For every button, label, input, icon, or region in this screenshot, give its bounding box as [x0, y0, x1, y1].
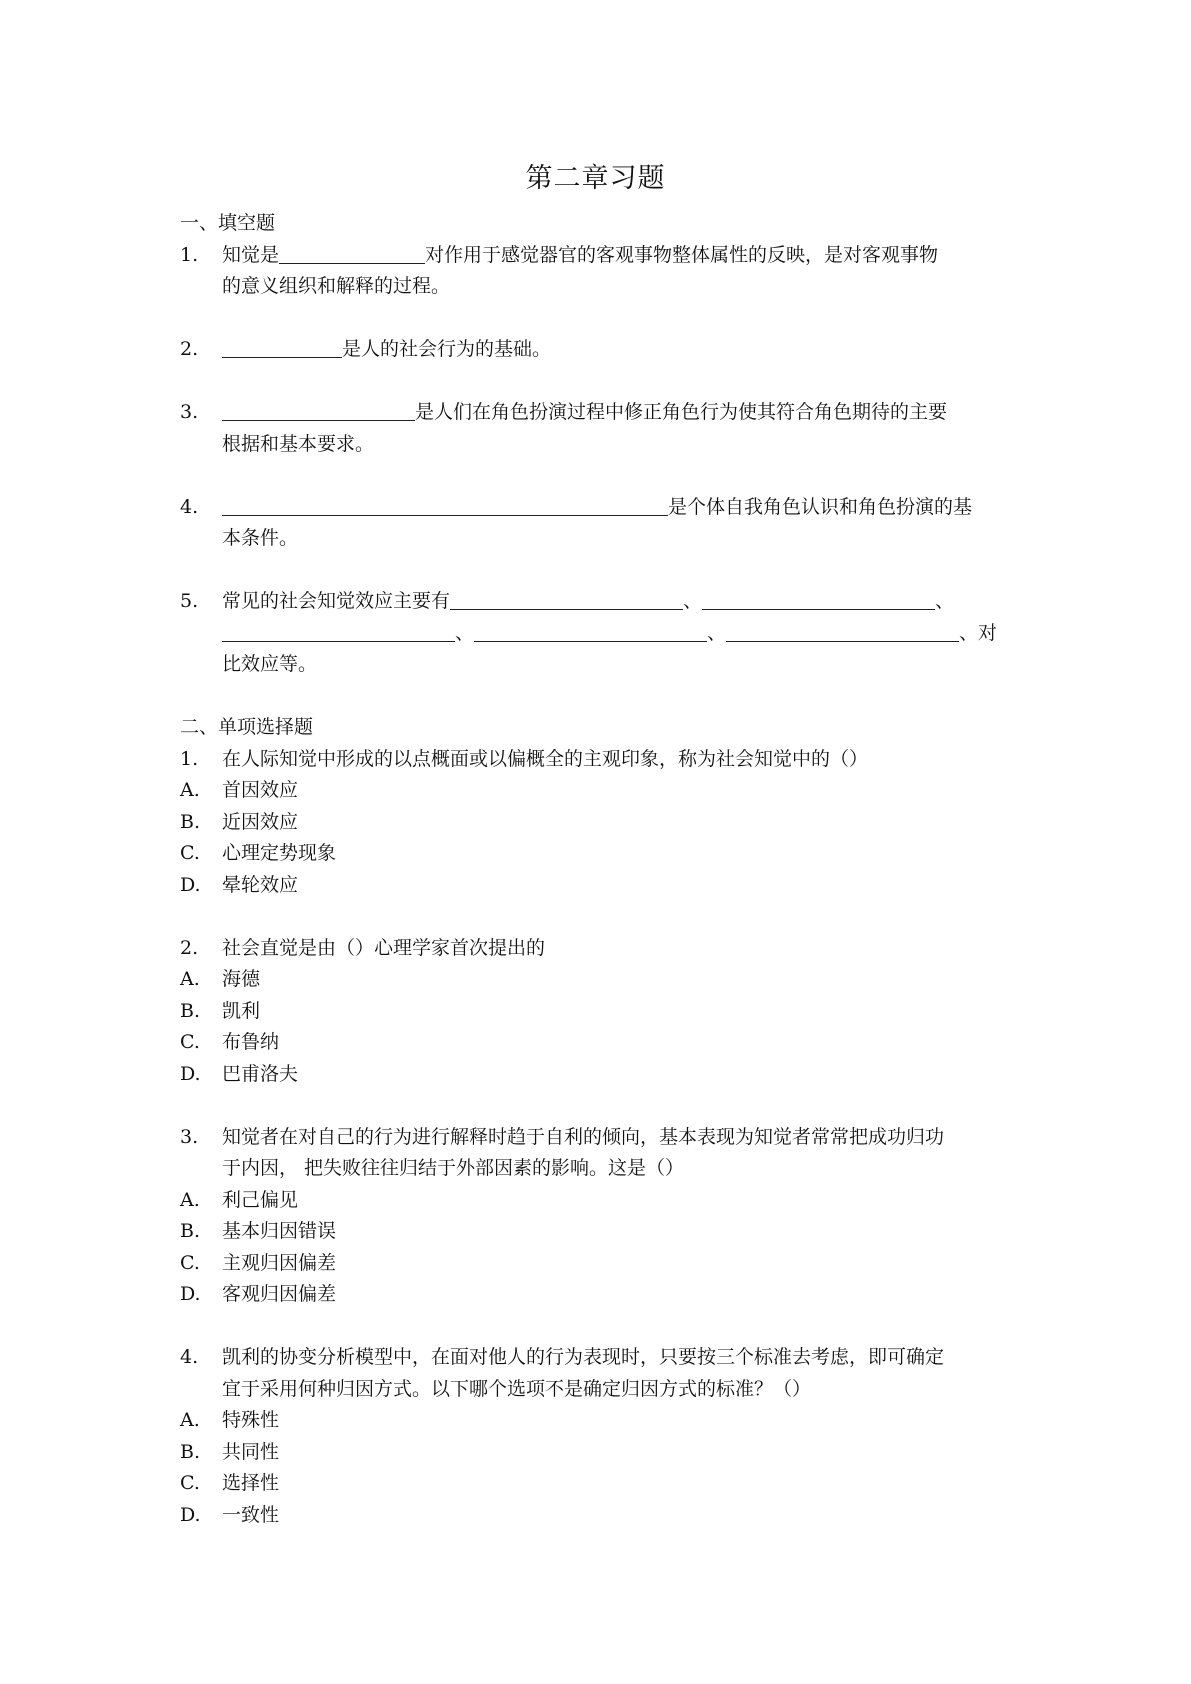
option-letter: A. — [180, 1188, 200, 1211]
question-number: 3. — [180, 401, 199, 423]
question-text-line2: 根据和基本要求。 — [222, 432, 375, 455]
question-number: 4. — [180, 1346, 199, 1368]
option-b — [180, 807, 1015, 839]
option-text: 巴甫洛夫 — [222, 1062, 299, 1085]
option-b — [180, 1437, 1015, 1469]
question-number: 5. — [180, 590, 199, 612]
option-letter: D. — [180, 1062, 201, 1085]
fill-question-4 — [180, 492, 1015, 555]
option-d — [180, 1059, 1015, 1091]
option-a — [180, 964, 1015, 996]
fill-question-3 — [180, 397, 1015, 460]
section-heading-multiple-choice: 二、单项选择题 — [180, 716, 314, 738]
separator: 、 — [455, 621, 475, 644]
question-text: 知觉者在对自己的行为进行解释时趋于自利的倾向，基本表现为知觉者常常把成功归功 — [222, 1125, 945, 1148]
answer-blank — [702, 587, 935, 610]
option-letter: A. — [180, 779, 200, 801]
question-text-line2: 于内因， 把失败往往归结于外部因素的影响。这是（） — [222, 1157, 685, 1179]
answer-blank — [222, 335, 342, 358]
option-text: 布鲁纳 — [222, 1031, 280, 1053]
question-text: 是人的社会行为的基础。 — [342, 338, 552, 360]
option-text: 海德 — [222, 968, 261, 990]
option-text: 主观归因偏差 — [222, 1251, 337, 1274]
option-letter: C. — [180, 1472, 200, 1494]
answer-blank — [474, 619, 707, 642]
answer-blank — [726, 619, 959, 642]
question-text: 对作用于感觉器官的客观事物整体属性的反映，是对客观事物 — [425, 243, 939, 266]
choice-question-2 — [180, 933, 1015, 1091]
option-letter: B. — [180, 1440, 201, 1463]
fill-question-2 — [180, 334, 1015, 366]
fill-question-5 — [180, 586, 1015, 681]
answer-blank — [222, 493, 668, 516]
option-text: 一致性 — [222, 1503, 280, 1526]
question-text: 是个体自我角色认识和角色扮演的基 — [668, 495, 973, 518]
question-text: 凯利的协变分析模型中，在面对他人的行为表现时，只要按三个标准去考虑，即可确定 — [222, 1346, 945, 1368]
option-a — [180, 1405, 1015, 1437]
option-text: 晕轮效应 — [222, 873, 299, 896]
question-text-line2: 本条件。 — [222, 527, 299, 549]
choice-question-4 — [180, 1342, 1015, 1531]
option-text: 近因效应 — [222, 810, 299, 833]
choice-question-3 — [180, 1122, 1015, 1311]
question-text: 、对 — [959, 621, 998, 644]
option-letter: C. — [180, 1031, 200, 1053]
answer-blank — [222, 398, 415, 421]
exercise-content — [180, 208, 1015, 1531]
option-letter: C. — [180, 1251, 200, 1274]
question-text: 知觉是 — [222, 243, 280, 266]
option-letter: A. — [180, 968, 200, 990]
question-number: 2. — [180, 936, 199, 959]
option-a — [180, 775, 1015, 807]
option-text: 首因效应 — [222, 779, 299, 801]
option-b — [180, 996, 1015, 1028]
separator: 、 — [935, 590, 955, 612]
question-number: 1. — [180, 747, 199, 770]
question-number: 2. — [180, 338, 199, 360]
option-b — [180, 1216, 1015, 1248]
option-text: 选择性 — [222, 1472, 280, 1494]
option-letter: A. — [180, 1409, 200, 1431]
option-letter: D. — [180, 1283, 201, 1305]
option-c — [180, 838, 1015, 870]
question-text-line3: 比效应等。 — [222, 653, 318, 675]
option-letter: B. — [180, 999, 201, 1022]
option-text: 凯利 — [222, 999, 261, 1022]
answer-blank — [450, 587, 683, 610]
option-letter: D. — [180, 873, 201, 896]
question-number: 3. — [180, 1125, 199, 1148]
answer-blank — [222, 619, 455, 642]
option-text: 客观归因偏差 — [222, 1283, 337, 1305]
option-text: 特殊性 — [222, 1409, 280, 1431]
question-number: 1. — [180, 243, 199, 266]
question-text: 是人们在角色扮演过程中修正角色行为使其符合角色期待的主要 — [415, 401, 948, 423]
question-number: 4. — [180, 495, 199, 518]
option-letter: B. — [180, 1220, 201, 1242]
option-text: 心理定势现象 — [222, 842, 337, 864]
question-text-line2: 的意义组织和解释的过程。 — [222, 275, 451, 297]
question-text-line2: 宜于采用何种归因方式。以下哪个选项不是确定归因方式的标准？（） — [222, 1377, 812, 1400]
question-text: 社会直觉是由（）心理学家首次提出的 — [222, 936, 546, 959]
question-text: 在人际知觉中形成的以点概面或以偏概全的主观印象，称为社会知觉中的（） — [222, 747, 869, 770]
page-title: 第二章习题 — [525, 163, 666, 194]
answer-blank — [279, 241, 425, 264]
option-letter: D. — [180, 1503, 201, 1526]
option-text: 共同性 — [222, 1440, 280, 1463]
option-d — [180, 870, 1015, 902]
option-text: 利己偏见 — [222, 1188, 299, 1211]
option-d — [180, 1279, 1015, 1311]
option-a — [180, 1185, 1015, 1217]
separator: 、 — [683, 590, 703, 612]
section-heading-fill-in: 一、填空题 — [180, 212, 276, 234]
fill-question-1 — [180, 240, 1015, 303]
option-c — [180, 1468, 1015, 1500]
option-letter: B. — [180, 810, 201, 833]
question-text: 常见的社会知觉效应主要有 — [222, 590, 451, 612]
option-c — [180, 1027, 1015, 1059]
option-letter: C. — [180, 842, 200, 864]
option-text: 基本归因错误 — [222, 1220, 337, 1242]
option-c — [180, 1248, 1015, 1280]
choice-question-1 — [180, 744, 1015, 902]
separator: 、 — [707, 621, 727, 644]
option-d — [180, 1500, 1015, 1532]
